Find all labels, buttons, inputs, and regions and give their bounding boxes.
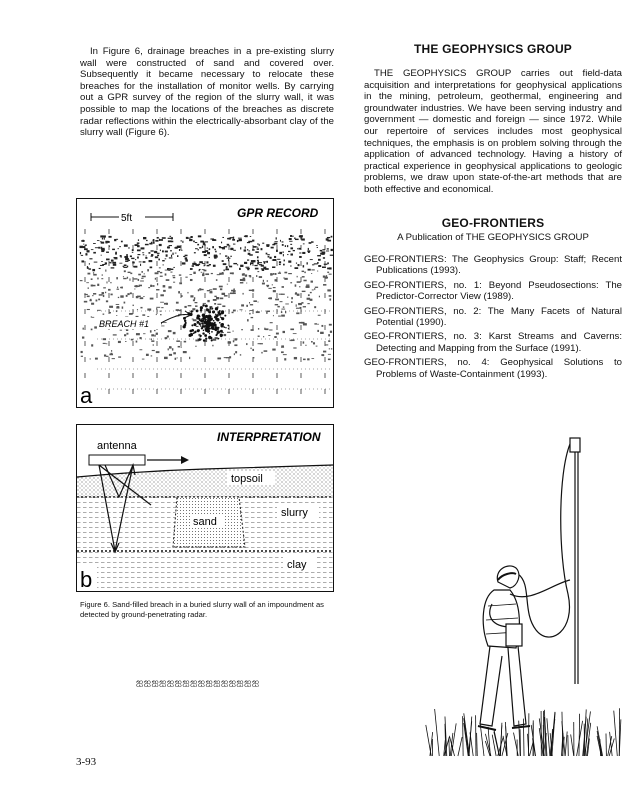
gpr-record-panel	[76, 198, 334, 408]
antenna-box	[89, 455, 145, 465]
publication-item: GEO-FRONTIERS, no. 3: Karst Streams and Caverns: Detecting and Mapping from the Surface (1991).	[364, 331, 622, 354]
topsoil-label: topsoil	[231, 473, 263, 485]
gpr-record-image	[77, 199, 333, 407]
scale-label: 5ft	[121, 213, 133, 224]
publication-item: GEO-FRONTIERS, no. 2: The Many Facets of Natural Potential (1990).	[364, 305, 622, 329]
field-worker-illustration	[418, 434, 628, 758]
gpr-record-title: GPR RECORD	[237, 206, 319, 220]
publication-list	[364, 254, 622, 383]
decorative-border: ஐஐஐஐஐஐஐஐஐஐஐஐஐஐஐஐ	[136, 678, 260, 688]
interpretation-diagram	[77, 425, 333, 591]
interpretation-title: INTERPRETATION	[217, 430, 321, 444]
sand-label: sand	[193, 516, 217, 528]
intro-paragraph: In Figure 6, drainage breaches in a pre-existing slurry wall were constructed of sand and covered over. Subsequently it became necessary to relocate these breaches for the installation of monitor wells. By carrying out a GPR survey of the region of the slurry wall, it was possible to map the locations of the breaches as discrete radar reflections within the electrically-absorbant clay of the slurry wall (Figure 6).	[80, 46, 334, 139]
figure-caption: Figure 6. Sand-filled breach in a buried slurry wall of an impoundment as detected by ground-penetrating radar.	[80, 600, 324, 619]
panel-letter-b: b	[80, 567, 93, 591]
geophysics-group-body: THE GEOPHYSICS GROUP carries out field-data acquisition and interpretations for geophysical applications in the mining, petroleum, geothermal, engineering and groundwater industries. We have been serving industry and government — domestic and foreign — since 1972. While our repertoire of services includes most geophysical techniques, the emphasis is on problem solving through the application of advanced technology. Having a history of practical experience in geophysical applications to geologic problems, we draw upon state-of-the-art methods that are both effective and economical.	[364, 68, 622, 195]
slurry-label: slurry	[281, 507, 308, 519]
clay-label: clay	[287, 559, 307, 571]
grass-strokes	[426, 708, 621, 756]
publication-item: GEO-FRONTIERS, no. 4: Geophysical Solutions to Problems of Waste-Containment (1993).	[364, 357, 622, 380]
geo-frontiers-heading: GEO-FRONTIERS	[441, 216, 545, 230]
gpr-noise-pattern	[79, 229, 333, 394]
breach-label: BREACH #1	[99, 319, 150, 329]
panel-letter-a: a	[80, 383, 93, 407]
geo-frontiers-subheading: A Publication of THE GEOPHYSICS GROUP	[397, 232, 589, 243]
page-number: 3-93	[76, 756, 97, 768]
interpretation-panel	[76, 424, 334, 592]
publication-item: GEO-FRONTIERS, no. 1: Beyond Pseudosections: The Predictor-Corrector View (1989).	[364, 279, 622, 303]
antenna-label: antenna	[97, 440, 137, 452]
publication-item: GEO-FRONTIERS: The Geophysics Group: Staff; Recent Publications (1993).	[364, 254, 622, 277]
geophysics-group-heading: THE GEOPHYSICS GROUP	[413, 42, 573, 56]
